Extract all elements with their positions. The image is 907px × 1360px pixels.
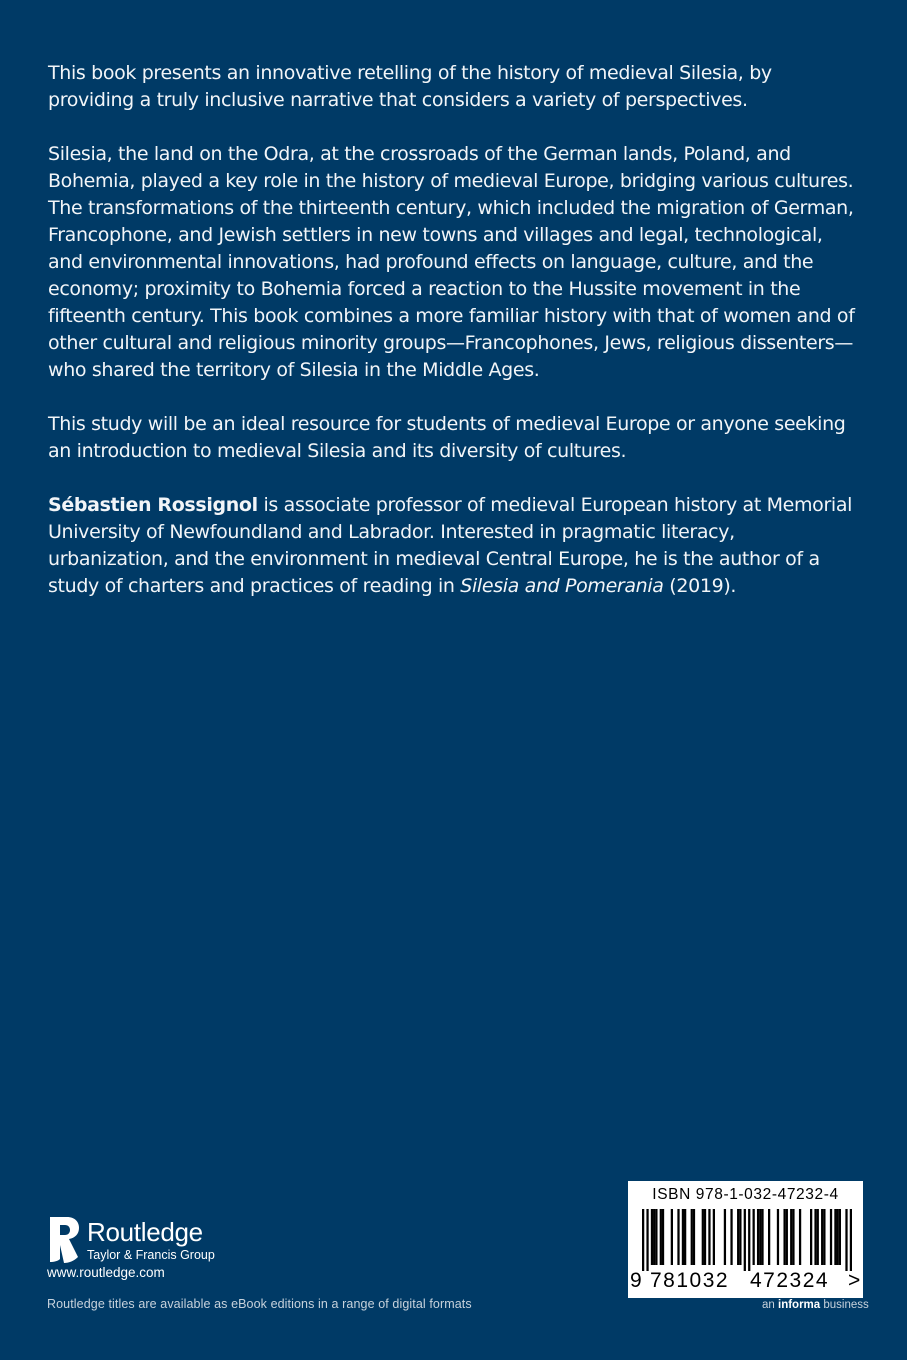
barcode-bar <box>646 1209 648 1271</box>
publisher-group: Taylor & Francis Group <box>87 1248 215 1262</box>
barcode-bar <box>792 1209 794 1265</box>
ebook-note: Routledge titles are available as eBook editions in a range of digital formats <box>47 1297 472 1311</box>
author-bio-text-2: (2019). <box>663 575 737 597</box>
barcode-bar <box>768 1209 770 1265</box>
barcode-bar <box>821 1209 823 1265</box>
barcode-bar <box>845 1209 847 1271</box>
barcode-bar <box>730 1209 732 1265</box>
barcode-bar <box>684 1209 686 1265</box>
author-book-title: Silesia and Pomerania <box>460 575 664 597</box>
publisher-website[interactable]: www.routledge.com <box>47 1265 165 1280</box>
barcode-bar <box>677 1209 679 1265</box>
barcode-bar <box>702 1209 704 1265</box>
barcode-bar <box>682 1209 684 1265</box>
barcode-bar <box>839 1209 841 1265</box>
routledge-logo-icon <box>47 1215 81 1265</box>
barcode-bar <box>757 1209 759 1265</box>
author-name: Sébastien Rossignol <box>48 494 258 516</box>
barcode-bar <box>693 1209 695 1265</box>
publisher-name: Routledge <box>87 1217 203 1247</box>
barcode-bar <box>814 1209 816 1265</box>
back-cover-blurb <box>48 60 860 627</box>
barcode-bar <box>759 1209 761 1265</box>
barcode-bar <box>713 1209 715 1265</box>
barcode-bar <box>708 1209 710 1265</box>
barcode-bar <box>662 1209 664 1265</box>
informa-business: an informa business <box>762 1299 869 1311</box>
barcode-bar <box>823 1209 825 1265</box>
blurb-paragraph-1: This book presents an innovative retelling of the history of medieval Silesia, by providing a truly inclusive narrative that considers a variety of perspectives. <box>48 62 772 111</box>
barcode-bar <box>837 1209 839 1265</box>
barcode-bar <box>748 1209 750 1271</box>
quiet-zone-mark: > <box>848 1269 862 1292</box>
barcode-bar <box>691 1209 693 1265</box>
barcode-bar <box>810 1209 812 1265</box>
barcode-bar <box>737 1209 739 1265</box>
barcode-bar <box>739 1209 741 1265</box>
barcode-bar <box>724 1209 726 1265</box>
barcode-bar <box>834 1209 836 1265</box>
barcode-bar <box>783 1209 785 1265</box>
barcode-bar <box>799 1209 801 1265</box>
barcode-bar <box>660 1209 662 1265</box>
author-bio-text-1: is associate professor of medieval European history at Memorial University of Newfoundland and Labrador. Interested in pragmatic literacy, urbanization, and the environment in medieval Central Europe, he is the author of a study of charters and practices of reading in <box>48 494 853 597</box>
barcode-bar <box>830 1209 832 1265</box>
isbn-first-digit: 9 <box>630 1269 644 1292</box>
isbn-barcode <box>628 1181 863 1298</box>
barcode-bar <box>761 1209 763 1265</box>
barcode-bar <box>777 1209 779 1265</box>
blurb-paragraph-3: This study will be an ideal resource for students of medieval Europe or anyone seeking an introduction to medieval Silesia and its diversity of cultures. <box>48 413 846 462</box>
barcode-bar <box>817 1209 819 1265</box>
barcode-bar <box>790 1209 792 1265</box>
barcode-bar <box>651 1209 653 1265</box>
barcode-bar <box>642 1209 644 1271</box>
author-bio <box>48 492 860 600</box>
isbn-label: ISBN 978-1-032-47232-4 <box>652 1186 839 1203</box>
barcode-bars <box>642 1209 852 1271</box>
isbn-right-digits: 472324 <box>750 1269 830 1292</box>
barcode-bar <box>655 1209 657 1265</box>
barcode-bar <box>704 1209 706 1265</box>
barcode-bar <box>753 1209 755 1265</box>
barcode-bar <box>671 1209 673 1265</box>
barcode-bar <box>744 1209 746 1271</box>
blurb-paragraph-2: Silesia, the land on the Odra, at the crossroads of the German lands, Poland, and Bohemia, played a key role in the history of medieval Europe, bridging various cultures. The transformations of the thirteenth century, which included the migration of German, Francophone, and Jewish settlers in new towns and villages and legal, technological, and environmental innovations, had profound effects on language, culture, and the economy; proximity to Bohemia forced a reaction to the Hussite movement in the fifteenth century. This book combines a more familiar history with that of women and of other cultural and religious minority groups—Francophones, Jews, religious dissenters—who shared the territory of Silesia in the Middle Ages. <box>48 143 855 381</box>
isbn-left-digits: 781032 <box>650 1269 730 1292</box>
barcode-bar <box>786 1209 788 1265</box>
barcode-bar <box>653 1209 655 1265</box>
barcode-bar <box>850 1209 852 1271</box>
